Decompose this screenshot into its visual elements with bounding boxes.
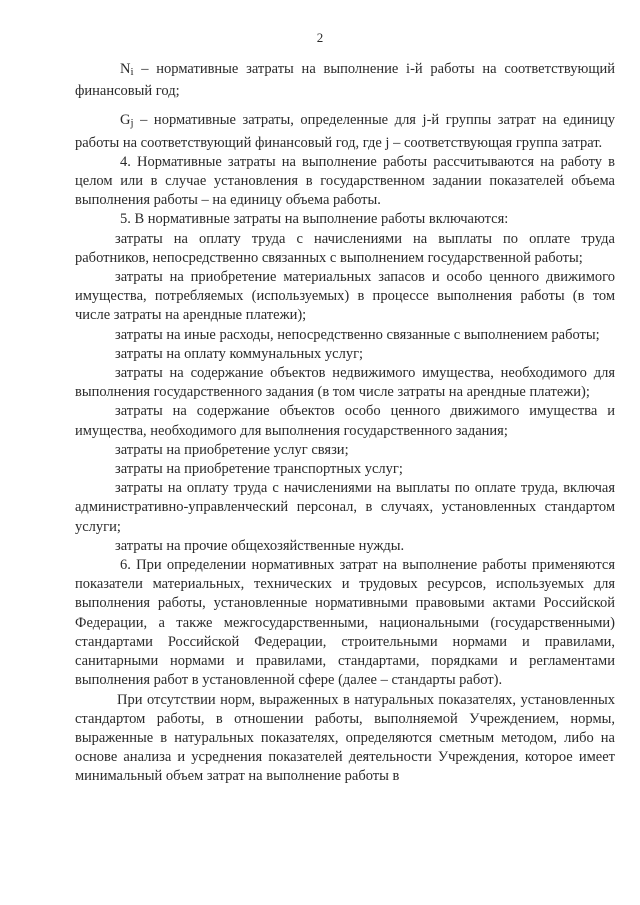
- list-item-other-expenses: затраты на иные расходы, непосредственно связанные с выполнением работы;: [115, 326, 600, 343]
- list-item-materials: затраты на приобретение материальных запасов и особо ценного движимого имущества, потребляемых (используемых) в процессе выполнения работы (в том числе затраты на арендные платежи);: [75, 269, 615, 324]
- list-item-labor: затраты на оплату труда с начислениями на выплаты по оплате труда работников, непосредственно связанных с выполнением государственной работы;: [75, 230, 615, 266]
- paragraph-5: 5. В нормативные затраты на выполнение работы включаются:: [120, 211, 509, 228]
- list-item-communication: затраты на приобретение услуг связи;: [115, 441, 349, 458]
- document-body: [75, 60, 615, 787]
- list-item-real-estate: затраты на содержание объектов недвижимого имущества, необходимого для выполнения государственного задания (в том числе затраты на арендные платежи);: [75, 365, 615, 401]
- page-number: 2: [316, 30, 324, 45]
- definition-n-subscript: i: [130, 66, 134, 78]
- list-item-admin-labor: затраты на оплату труда с начислениями на выплаты по оплате труда, включая административно-управленческий персонал, в случаях, установленных стандартом услуги;: [75, 480, 615, 535]
- definition-n-text: – нормативные затраты на выполнение i-й работы на соответствующий финансовый год;: [75, 61, 615, 100]
- definition-g-symbol: G: [120, 112, 131, 129]
- paragraph-4: 4. Нормативные затраты на выполнение работы рассчитываются на работу в целом или в случае установления в государственном задании показателей объема выполнения работы – на единицу объема работы.: [75, 153, 615, 209]
- list-item-transport: затраты на приобретение транспортных услуг;: [115, 461, 403, 478]
- list-item-utilities: затраты на оплату коммунальных услуг;: [115, 345, 364, 362]
- list-item-general-needs: затраты на прочие общехозяйственные нужды.: [115, 537, 405, 554]
- paragraph-absence-of-norms: При отсутствии норм, выраженных в натуральных показателях, установленных стандартом работы, в отношении работы, выполняемой Учреждением, нормы, выраженные в натуральных показателях, определяются сметным методом, либо на основе анализа и усреднения показателей деятельности Учреждения, которое имеет минимальный объем затрат на выполнение работы в: [75, 691, 615, 785]
- definition-g-subscript: j: [130, 117, 134, 130]
- definition-g-text: – нормативные затраты, определенные для j-й группы затрат на единицу работы на соответствующий финансовый год, где j – соответствующая группа затрат.: [75, 112, 615, 151]
- list-item-movable-property: затраты на содержание объектов особо ценного движимого имущества и имущества, необходимого для выполнения государственного задания;: [75, 403, 615, 439]
- paragraph-6: 6. При определении нормативных затрат на выполнение работы применяются показатели материальных, технических и трудовых ресурсов, используемых для выполнения работы, установленные нормативными правовыми актами Российской Федерации, а также межгосударственными, национальными (государственными) стандартами Российской Федерации, строительными нормами и правилами, санитарными нормами и правилами, стандартами, порядками и регламентами выполнения работ в установленной сфере (далее – стандарты работ).: [75, 557, 615, 689]
- definition-g: [75, 111, 615, 152]
- definition-n-symbol: N: [120, 61, 131, 77]
- definition-n: [75, 60, 615, 101]
